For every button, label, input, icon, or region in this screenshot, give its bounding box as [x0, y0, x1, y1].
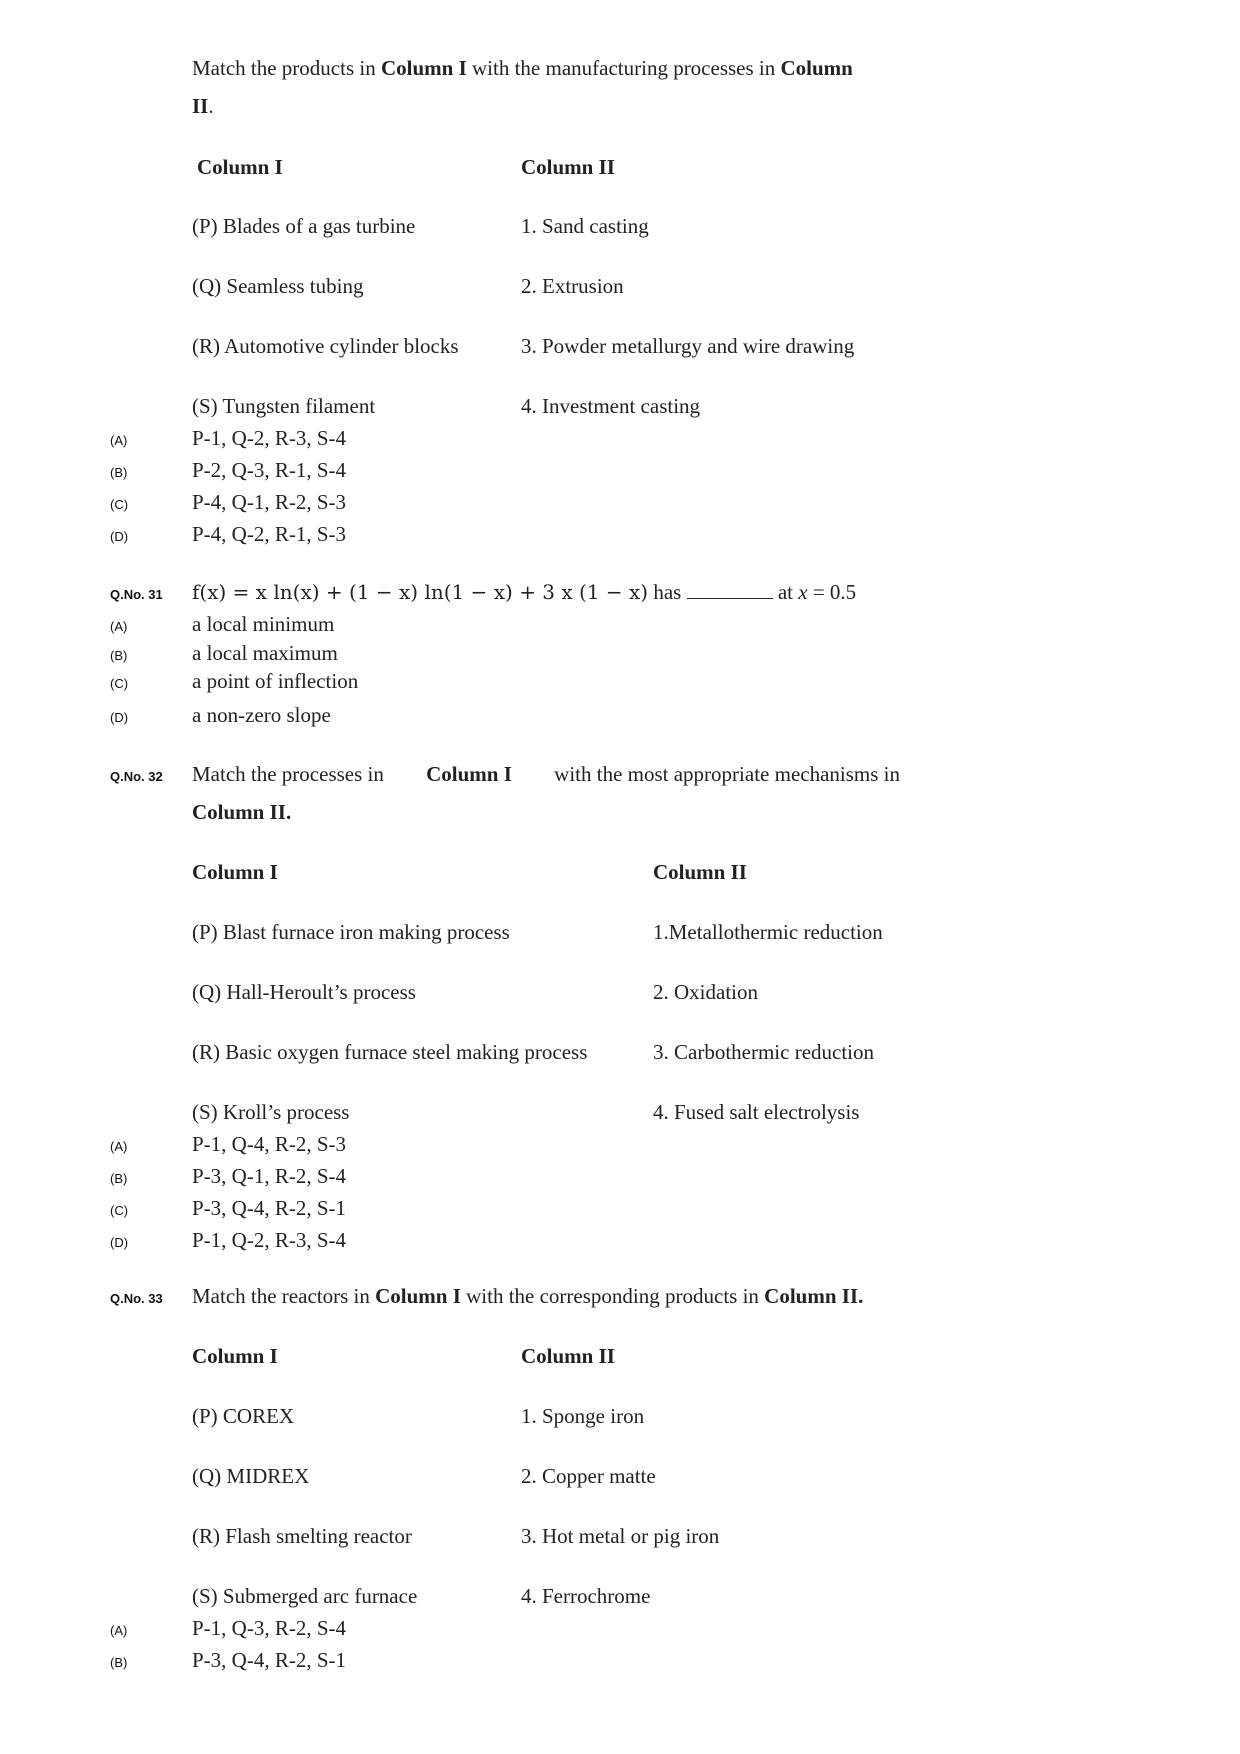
- q32-number: Q.No. 32: [110, 769, 163, 784]
- q32-col1-item-p: (P) Blast furnace iron making process: [192, 920, 510, 944]
- q30-col1-item-p: (P) Blades of a gas turbine: [192, 214, 416, 238]
- q33-option-a[interactable]: P-1, Q-3, R-2, S-4: [192, 1616, 347, 1640]
- q33-option-label-a: (A): [110, 1623, 128, 1638]
- q32-col1-item-r: (R) Basic oxygen furnace steel making process: [192, 1040, 588, 1064]
- q33-option-label-b: (B): [110, 1655, 128, 1670]
- q31-option-d[interactable]: a non-zero slope: [192, 703, 331, 727]
- q33-column2-header: Column II: [521, 1344, 615, 1368]
- q32-option-d[interactable]: P-1, Q-2, R-3, S-4: [192, 1228, 347, 1252]
- q31-answer-blank: [687, 597, 773, 599]
- q30-option-d[interactable]: P-4, Q-2, R-1, S-3: [192, 522, 347, 546]
- q33-stem: Match the reactors in Column I with the corresponding products in Column II.: [192, 1284, 864, 1308]
- q30-option-label-a: (A): [110, 433, 128, 448]
- q31-option-a[interactable]: a local minimum: [192, 612, 335, 636]
- q30-column1-header: Column I: [197, 155, 283, 179]
- q30-option-label-d: (D): [110, 529, 129, 544]
- q32-column2-header: Column II: [653, 860, 747, 884]
- q31-option-label-a: (A): [110, 619, 128, 634]
- q32-stem-line2: Column II.: [192, 800, 292, 824]
- q33-column1-header: Column I: [192, 1344, 278, 1368]
- q30-col2-item-4: 4. Investment casting: [521, 394, 701, 418]
- q32-col1-item-q: (Q) Hall-Heroult’s process: [192, 980, 416, 1004]
- q33-col2-item-1: 1. Sponge iron: [521, 1404, 645, 1428]
- q33-number: Q.No. 33: [110, 1291, 163, 1306]
- q33-col2-item-2: 2. Copper matte: [521, 1464, 656, 1488]
- q32-column1-header: Column I: [192, 860, 278, 884]
- q30-col2-item-1: 1. Sand casting: [521, 214, 649, 238]
- q32-option-label-c: (C): [110, 1203, 129, 1218]
- q30-col1-item-q: (Q) Seamless tubing: [192, 274, 364, 298]
- q30-column2-header: Column II: [521, 155, 615, 179]
- q30-col1-item-s: (S) Tungsten filament: [192, 394, 376, 418]
- q31-option-label-d: (D): [110, 710, 129, 725]
- q32-col2-item-4: 4. Fused salt electrolysis: [653, 1100, 860, 1124]
- q30-stem-line1: Match the products in Column I with the manufacturing processes in Column: [192, 56, 853, 80]
- q30-option-b[interactable]: P-2, Q-3, R-1, S-4: [192, 458, 347, 482]
- q31-option-c[interactable]: a point of inflection: [192, 669, 359, 693]
- q32-option-label-b: (B): [110, 1171, 128, 1186]
- q31-number: Q.No. 31: [110, 587, 163, 602]
- q31-function: f(x) = x ln(x) + (1 − x) ln(1 − x) + 3 x (1 − x): [192, 580, 649, 604]
- q32-col2-item-2: 2. Oxidation: [653, 980, 758, 1004]
- q33-col1-item-r: (R) Flash smelting reactor: [192, 1524, 412, 1548]
- q32-col2-item-3: 3. Carbothermic reduction: [653, 1040, 875, 1064]
- q30-stem-line2: II.: [192, 94, 214, 118]
- q32-option-label-d: (D): [110, 1235, 129, 1250]
- q30-col1-item-r: (R) Automotive cylinder blocks: [192, 334, 459, 358]
- q31-option-label-b: (B): [110, 648, 128, 663]
- q32-col1-item-s: (S) Kroll’s process: [192, 1100, 350, 1124]
- q32-option-c[interactable]: P-3, Q-4, R-2, S-1: [192, 1196, 347, 1220]
- q30-option-label-b: (B): [110, 465, 128, 480]
- q32-col2-item-1: 1.Metallothermic reduction: [653, 920, 883, 944]
- q32-option-label-a: (A): [110, 1139, 128, 1154]
- q30-option-c[interactable]: P-4, Q-1, R-2, S-3: [192, 490, 347, 514]
- q30-option-a[interactable]: P-1, Q-2, R-3, S-4: [192, 426, 347, 450]
- q30-col2-item-2: 2. Extrusion: [521, 274, 624, 298]
- q32-stem-line1: Match the processes in Column I with the most appropriate mechanisms in: [192, 762, 900, 786]
- q32-option-a[interactable]: P-1, Q-4, R-2, S-3: [192, 1132, 347, 1156]
- q33-col1-item-q: (Q) MIDREX: [192, 1464, 310, 1488]
- q33-col2-item-4: 4. Ferrochrome: [521, 1584, 651, 1608]
- q31-option-b[interactable]: a local maximum: [192, 641, 338, 665]
- q30-option-label-c: (C): [110, 497, 129, 512]
- q30-col2-item-3: 3. Powder metallurgy and wire drawing: [521, 334, 855, 358]
- q33-col1-item-s: (S) Submerged arc furnace: [192, 1584, 418, 1608]
- q33-option-b[interactable]: P-3, Q-4, R-2, S-1: [192, 1648, 347, 1672]
- q31-option-label-c: (C): [110, 676, 129, 691]
- q31-stem: f(x) = x ln(x) + (1 − x) ln(1 − x) + 3 x (1 − x) has at x = 0.5: [192, 580, 857, 604]
- q32-option-b[interactable]: P-3, Q-1, R-2, S-4: [192, 1164, 347, 1188]
- q33-col1-item-p: (P) COREX: [192, 1404, 295, 1428]
- q33-col2-item-3: 3. Hot metal or pig iron: [521, 1524, 720, 1548]
